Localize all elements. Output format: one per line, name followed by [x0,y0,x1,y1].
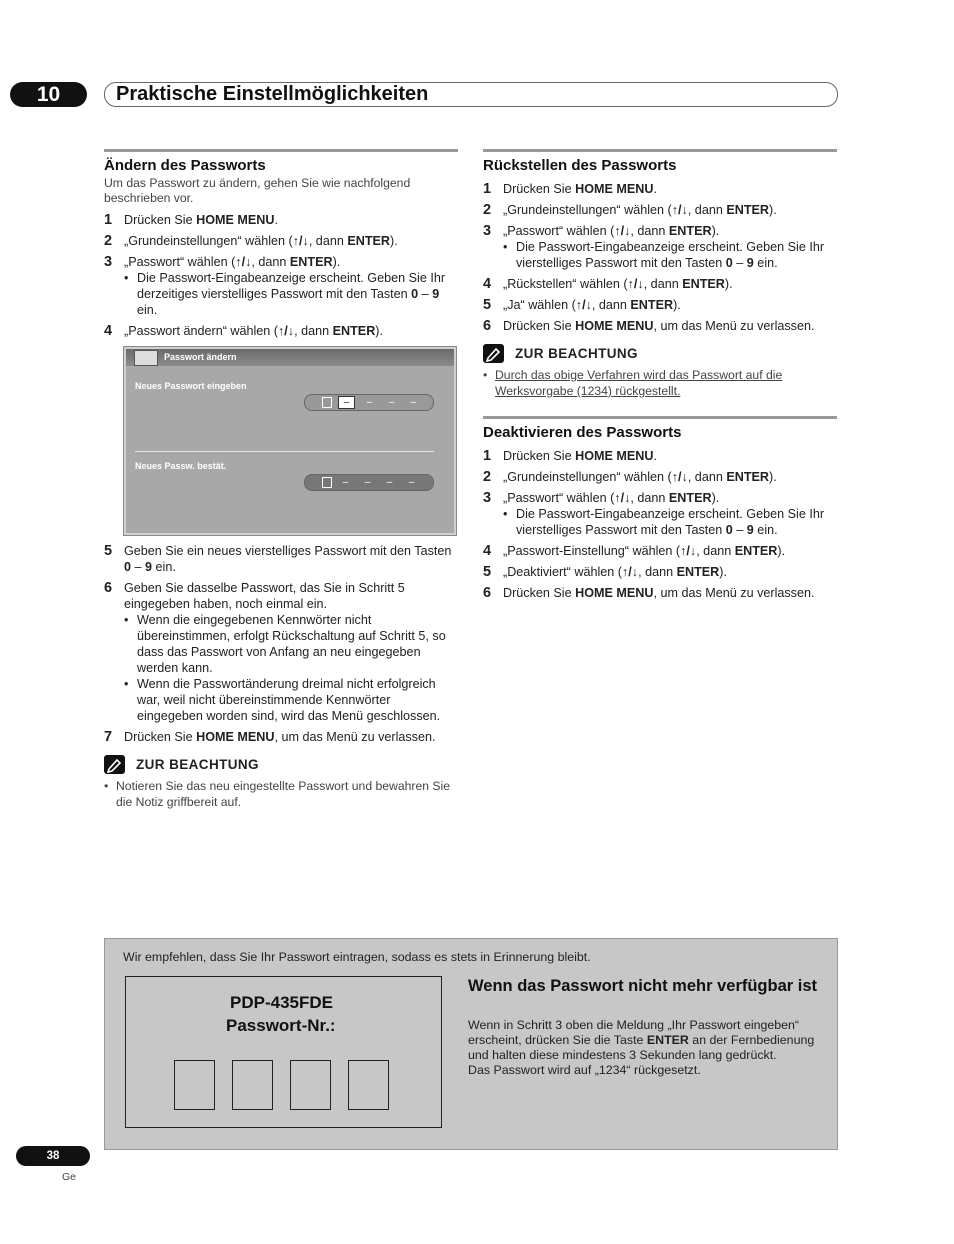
step-5 [104,543,458,575]
step-7 [104,729,458,745]
note-heading: ZUR BEACHTUNG [483,344,837,363]
osd-label-confirm-password: Neues Passw. bestät. [135,461,227,471]
deactivate-step-4 [483,543,837,559]
arrows-icon: ↑/↓ [671,203,688,217]
step-text: „Passwort“ wählen (↑/↓, dann ENTER). • Die Passwort-Eingabeanzeige erscheint. Geben Sie Ihr vierstelliges Passwort mit den Tasten 0 – 9 ein. [503,490,837,538]
keypad-icon [322,397,332,408]
step-number: 3 [483,223,492,239]
model-name: PDP-435FDE [230,993,333,1012]
step-text: „Grundeinstellungen“ wählen (↑/↓, dann ENTER). [503,203,777,217]
arrows-icon: ↑/↓ [235,255,252,269]
keypad-icon [322,477,332,488]
step-number: 6 [483,318,492,334]
reset-step-6 [483,318,837,334]
step-number: 6 [483,585,492,601]
recommendation-text: Wir empfehlen, dass Sie Ihr Passwort eintragen, sodass es stets in Erinnerung bleibt. [123,950,591,964]
section-rule [483,149,837,152]
step-number: 1 [104,212,113,228]
password-digit-box[interactable] [290,1060,331,1110]
step-text: „Rückstellen“ wählen (↑/↓, dann ENTER). [503,277,733,291]
step-number: 7 [104,729,113,745]
digit-slot: – [364,477,371,488]
step-text: „Grundeinstellungen“ wählen (↑/↓, dann ENTER). [124,234,398,248]
step-number: 2 [104,233,113,249]
step-number: 3 [483,490,492,506]
step-text: Drücken Sie HOME MENU, um das Menü zu verlassen. [124,730,436,744]
note-text: • Notieren Sie das neu eingestellte Passwort und bewahren Sie die Notiz griffbereit auf. [104,779,451,809]
reset-password-section [483,149,837,601]
digit-slot: – [408,477,415,488]
step-bullet: • Die Passwort-Eingabeanzeige erscheint. Geben Sie Ihr vierstelliges Passwort mit den Tasten 0 – 9 ein. [503,507,825,537]
step-text: „Ja“ wählen (↑/↓, dann ENTER). [503,298,681,312]
new-password-input[interactable] [304,394,434,411]
change-password-section [104,149,458,810]
step-6 [104,580,458,724]
reset-step-2 [483,202,837,218]
arrows-icon: ↑/↓ [278,324,295,338]
password-digit-box[interactable] [348,1060,389,1110]
step-text: „Deaktiviert“ wählen (↑/↓, dann ENTER). [503,565,727,579]
step-text: Drücken Sie HOME MENU. [124,213,278,227]
step-number: 1 [483,181,492,197]
note-heading: ZUR BEACHTUNG [104,755,458,774]
arrows-icon: ↑/↓ [671,470,688,484]
osd-title: Passwort ändern [164,352,237,362]
step-text: „Passwort ändern“ wählen (↑/↓, dann ENTER). [124,324,383,338]
osd-label-new-password: Neues Passwort eingeben [135,381,247,391]
password-card [125,976,442,1128]
lost-password-text: Wenn in Schritt 3 oben die Meldung „Ihr Passwort eingeben“ erscheint, drücken Sie die Taste ENTER an der Fernbedienung und halten diese mindestens 3 Sekunden lang gedrückt. Das Passwort wird auf „1234“ rückgesetzt. [468,1018,815,1077]
step-text: Drücken Sie HOME MENU. [503,449,657,463]
step-number: 5 [483,297,492,313]
section-rule [104,149,458,152]
section-title-deactivate: Deaktivieren des Passworts [483,424,682,441]
step-text: Drücken Sie HOME MENU, um das Menü zu verlassen. [503,319,815,333]
step-4 [104,323,458,339]
step-bullet: • Die Passwort-Eingabeanzeige erscheint. Geben Sie Ihr vierstelliges Passwort mit den Tasten 0 – 9 ein. [503,240,825,270]
reset-step-1 [483,181,837,197]
page-number: 38 [16,1146,90,1166]
step-bullet: • Wenn die eingegebenen Kennwörter nicht übereinstimmen, erfolgt Rückschaltung auf Schritt 5, so dass das Passwort von Anfang an neu eingegeben werden kann. [124,613,446,675]
password-digit-box[interactable] [174,1060,215,1110]
arrows-icon: ↑/↓ [292,234,309,248]
password-memo-box [104,938,838,1150]
step-1 [104,212,458,228]
section-title: Rückstellen des Passworts [483,157,677,174]
section-intro: Um das Passwort zu ändern, gehen Sie wie nachfolgend beschrieben vor. [104,176,411,205]
step-number: 1 [483,448,492,464]
step-number: 3 [104,254,113,270]
digit-slot: – [342,477,349,488]
osd-password-change-screen [124,347,456,535]
page-language: Ge [62,1171,77,1183]
reset-step-4 [483,276,837,292]
chapter-title: Praktische Einstellmöglichkeiten [116,83,429,105]
note-text: • Durch das obige Verfahren wird das Passwort auf die Werksvorgabe (1234) rückgestellt. [483,368,783,398]
deactivate-step-6 [483,585,837,601]
step-2 [104,233,458,249]
step-number: 4 [483,276,492,292]
step-text: Drücken Sie HOME MENU, um das Menü zu verlassen. [503,586,815,600]
pencil-icon [483,344,504,363]
deactivate-step-2 [483,469,837,485]
digit-slot: – [366,397,373,408]
step-number: 5 [483,564,492,580]
osd-titlebar [126,349,454,366]
arrows-icon: ↑/↓ [614,224,631,238]
step-bullet: • Die Passwort-Eingabeanzeige erscheint. Geben Sie Ihr derzeitiges vierstelliges Passwort mit den Tasten 0 – 9 ein. [124,271,446,317]
step-text: Geben Sie dasselbe Passwort, das Sie in Schritt 5 eingegeben haben, noch einmal ein. • Wenn die eingegebenen Kennwörter nicht übereinstimmen, erfolgt Rückschaltung auf Schritt 5, so dass das Passwort von Anfang an neu eingegeben werden kann. • Wenn die Passwortänderung dreimal nicht erfolgreich war, weil nicht übereinstimmende Kennwörter eingegeben worden sind, wird das Menü geschlossen. [124,580,458,724]
digit-slot: – [386,477,393,488]
step-number: 4 [104,323,113,339]
digit-slot: – [338,396,355,409]
deactivate-step-1 [483,448,837,464]
deactivate-step-3 [483,490,837,538]
step-text: „Passwort“ wählen (↑/↓, dann ENTER). • Die Passwort-Eingabeanzeige erscheint. Geben Sie Ihr vierstelliges Passwort mit den Tasten 0 – 9 ein. [503,223,837,271]
arrows-icon: ↑/↓ [621,565,639,579]
digit-slot: – [388,397,395,408]
arrows-icon: ↑/↓ [575,298,592,312]
pencil-icon [104,755,125,774]
lost-password-title: Wenn das Passwort nicht mehr verfügbar ist [468,977,818,995]
section-title: Ändern des Passworts [104,157,266,174]
step-3 [104,254,458,318]
step-number: 6 [104,580,113,596]
step-number: 4 [483,543,492,559]
reset-step-5 [483,297,837,313]
digit-slot: – [410,397,417,408]
step-text: Drücken Sie HOME MENU. [503,182,657,196]
step-text: „Passwort“ wählen (↑/↓, dann ENTER). • Die Passwort-Eingabeanzeige erscheint. Geben Sie Ihr derzeitiges vierstelliges Passwort mit den Tasten 0 – 9 ein. [124,254,458,318]
step-number: 2 [483,202,492,218]
password-digit-box[interactable] [232,1060,273,1110]
deactivate-step-5 [483,564,837,580]
step-text: „Grundeinstellungen“ wählen (↑/↓, dann ENTER). [503,470,777,484]
reset-step-3 [483,223,837,271]
step-text: Geben Sie ein neues vierstelliges Passwort mit den Tasten 0 – 9 ein. [124,544,452,574]
osd-divider [135,451,434,452]
arrows-icon: ↑/↓ [627,277,644,291]
password-number-label: Passwort-Nr.: [226,1016,336,1035]
step-bullet: • Wenn die Passwortänderung dreimal nicht erfolgreich war, weil nicht übereinstimmende Kennwörter eingegeben worden sind, wird das Menü geschlossen. [124,677,441,723]
arrows-icon: ↑/↓ [614,491,631,505]
chapter-number: 10 [10,82,87,107]
step-number: 2 [483,469,492,485]
step-number: 5 [104,543,113,559]
arrows-icon: ↑/↓ [680,544,697,558]
tv-icon [134,350,158,366]
step-text: „Passwort-Einstellung“ wählen (↑/↓, dann ENTER). [503,544,786,558]
section-rule [483,416,837,419]
confirm-password-input[interactable] [304,474,434,491]
